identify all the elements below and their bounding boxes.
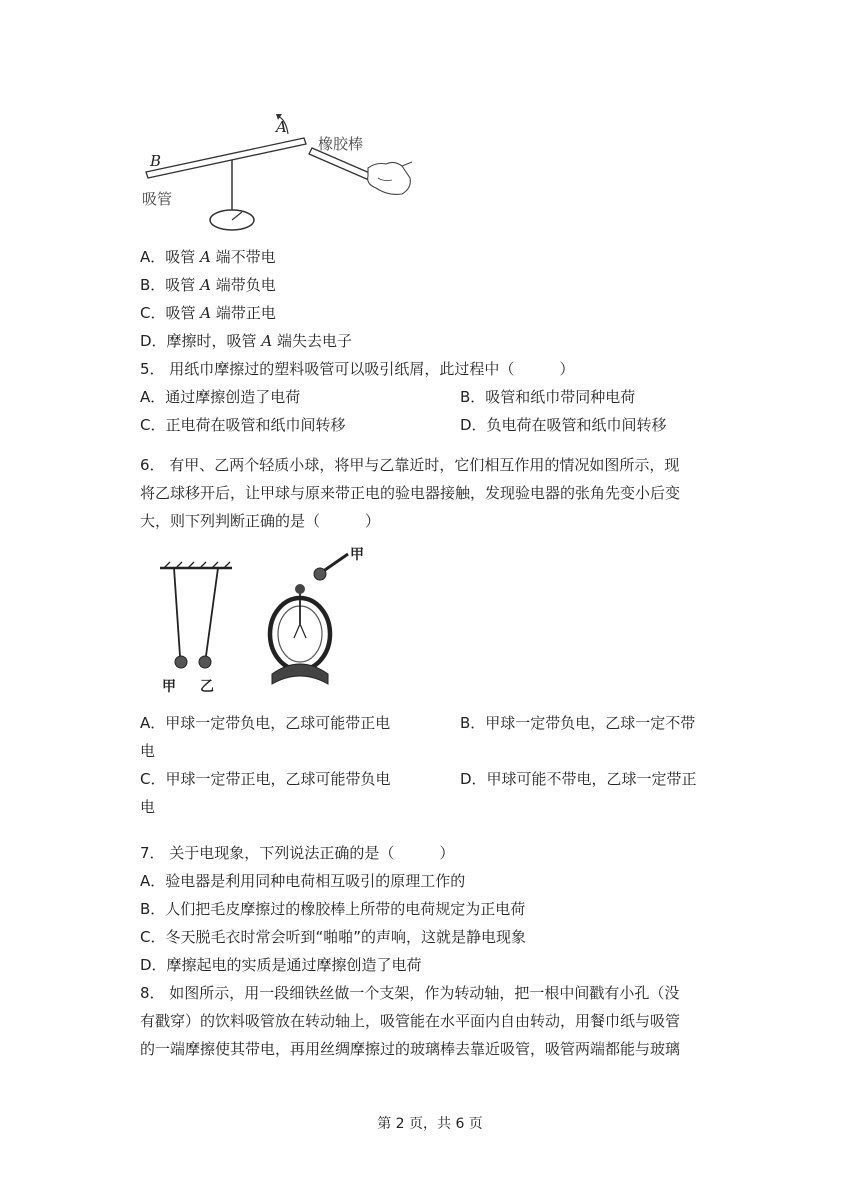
q8-line-3: 的一端摩擦使其带电，再用丝绸摩擦过的玻璃棒去靠近吸管，吸管两端都能与玻璃: [140, 1040, 681, 1058]
ball-yi: [199, 656, 211, 668]
figure-straw-rubber-rod: [140, 108, 420, 244]
figure-balls-electroscope: [150, 542, 380, 702]
q7-option-b: B．人们把毛皮摩擦过的橡胶棒上所带的电荷规定为正电荷: [140, 900, 526, 918]
q5-option-b: B．吸管和纸巾带同种电荷: [460, 388, 636, 406]
hand-shape: [368, 162, 411, 194]
page-footer: 第 2 页，共 6 页: [377, 1116, 483, 1132]
ball-jia: [175, 656, 187, 668]
q6-option-b-wrap: 电: [140, 742, 156, 760]
q5-option-c: C．正电荷在吸管和纸巾间转移: [140, 416, 346, 434]
label-yi: 乙: [200, 679, 214, 695]
q5-option-d: D．负电荷在吸管和纸巾间转移: [460, 416, 667, 434]
label-jia: 甲: [162, 679, 176, 695]
label-straw: 吸管: [142, 190, 173, 208]
q8-line-1: 8． 如图所示，用一段细铁丝做一个支架，作为转动轴，把一根中间戳有小孔（没: [140, 984, 680, 1002]
label-b: B: [150, 152, 162, 170]
q6-option-a: A．甲球一定带负电，乙球可能带正电: [140, 714, 391, 732]
q5-stem: 5． 用纸巾摩擦过的塑料吸管可以吸引纸屑，此过程中（ ）: [140, 360, 575, 378]
q6-option-b: B．甲球一定带负电，乙球一定不带: [460, 714, 696, 732]
straw-shape: [146, 138, 306, 178]
q4-option-a: A．吸管 A 端不带电: [140, 248, 276, 266]
q5-option-a: A．通过摩擦创造了电荷: [140, 388, 301, 406]
label-jia-rod: 甲: [350, 547, 364, 563]
q4-option-b: B．吸管 A 端带负电: [140, 276, 276, 294]
ball-jia-on-rod: [314, 568, 326, 580]
label-rubber-rod: 橡胶棒: [318, 135, 364, 153]
q7-stem: 7． 关于电现象，下列说法正确的是（ ）: [140, 844, 455, 862]
q7-option-a: A．验电器是利用同种电荷相互吸引的原理工作的: [140, 872, 466, 890]
q4-option-c: C．吸管 A 端带正电: [140, 304, 276, 322]
q6-stem-line-3: 大，则下列判断正确的是（ ）: [140, 512, 381, 530]
q4-option-d: D．摩擦时，吸管 A 端失去电子: [140, 332, 352, 350]
q6-option-c: C．甲球一定带正电，乙球可能带负电: [140, 770, 391, 788]
q7-option-c: C．冬天脱毛衣时常会听到“啪啪”的声响，这就是静电现象: [140, 928, 527, 946]
q6-option-d: D．甲球可能不带电，乙球一定带正: [460, 770, 697, 788]
label-a: A: [276, 118, 287, 136]
q6-option-d-wrap: 电: [140, 798, 156, 816]
q8-line-2: 有戳穿）的饮料吸管放在转动轴上，吸管能在水平面内自由转动，用餐巾纸与吸管: [140, 1012, 681, 1030]
q6-stem-line-2: 将乙球移开后，让甲球与原来带正电的验电器接触，发现验电器的张角先变小后变: [140, 484, 681, 502]
q6-stem-line-1: 6． 有甲、乙两个轻质小球，将甲与乙靠近时，它们相互作用的情况如图所示，现: [140, 456, 680, 474]
q7-option-d: D．摩擦起电的实质是通过摩擦创造了电荷: [140, 956, 422, 974]
